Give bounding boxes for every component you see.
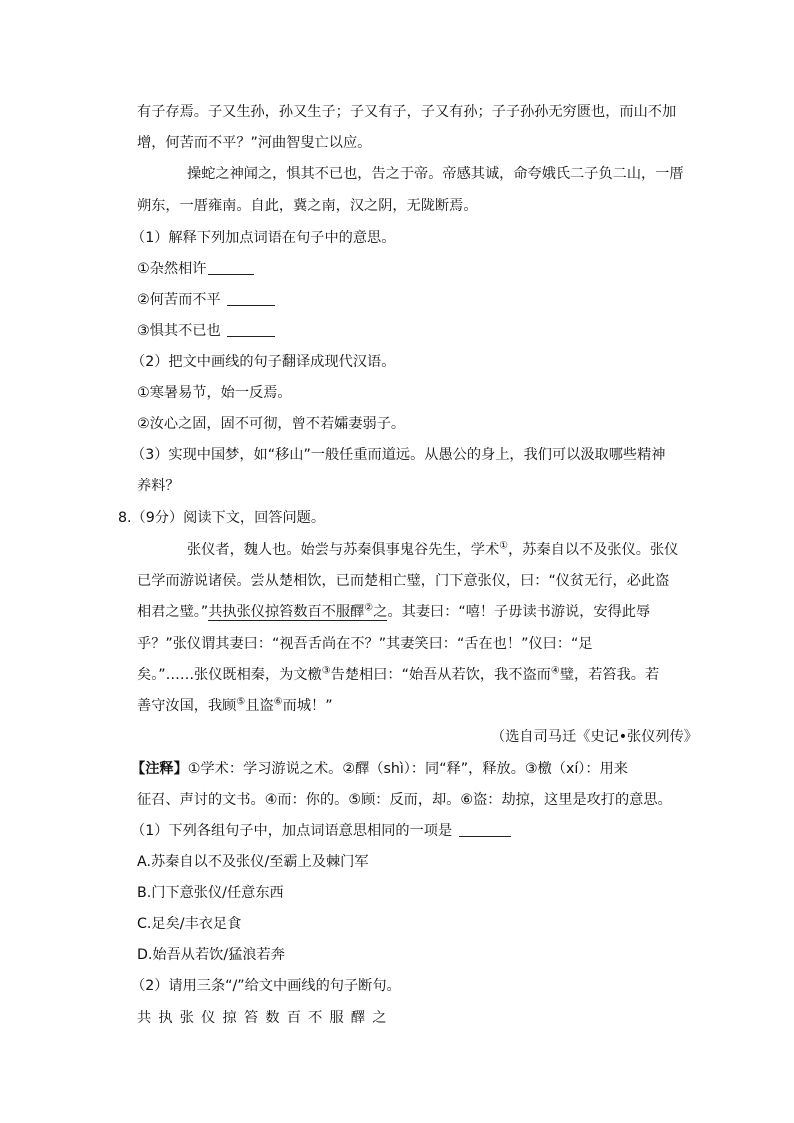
- notes-text: [131, 757, 628, 781]
- q7-item-1: [0, 257, 794, 281]
- sub-question-text: [131, 819, 511, 843]
- footnote-marker: ⑥: [273, 696, 283, 708]
- footnote-marker: ④: [550, 665, 560, 677]
- footnote-marker: ①: [499, 540, 509, 552]
- passage-segment: 而城！”: [282, 698, 333, 714]
- passage-segment: 。其妻曰：“嘻！子毋读书游说，安得此辱: [387, 604, 651, 620]
- source-citation-line: [0, 725, 794, 749]
- notes-line: [0, 788, 794, 812]
- spaced-sentence-line: [0, 1006, 794, 1030]
- item-label: ②何苦而不平: [137, 292, 221, 308]
- option-d: [0, 943, 794, 967]
- passage-line: [0, 131, 794, 155]
- underlined-sentence: [208, 604, 387, 621]
- passage-text: 有子存焉。子又生孙，孙又生子；子又有子，子又有孙；子子孙孙无穷匮也，而山不加: [137, 104, 677, 120]
- passage-line: [0, 694, 794, 718]
- passage-line: [0, 600, 794, 624]
- passage-segment: 告楚相曰：“始吾从若饮，我不盗而: [330, 667, 551, 683]
- q7-item-2: [0, 288, 794, 312]
- q7-item-4: [0, 381, 794, 405]
- q7-item-3: [0, 319, 794, 343]
- passage-text: 操蛇之神闻之，惧其不已也，告之于帝。帝感其诚，命夸娥氏二子负二山，一厝: [187, 166, 684, 182]
- question-8-sub-2: [0, 974, 794, 998]
- passage-segment: ，苏秦自以不及张仪。张仪: [508, 542, 679, 558]
- passage-segment: 且盗: [245, 698, 274, 714]
- answer-blank[interactable]: [208, 260, 254, 275]
- sub-question-text: （2）请用三条“/”给文中画线的句子断句。: [131, 978, 401, 994]
- answer-blank[interactable]: [459, 822, 511, 837]
- passage-segment: 璧，若笞我。若: [559, 667, 660, 683]
- passage-text: 乎？”张仪谓其妻曰：“视吾舌尚在不？”其妻笑曰：“舌在也！”仪曰：“足: [137, 636, 593, 652]
- item-label: ③惧其不已也: [137, 323, 221, 339]
- passage-text: [137, 600, 650, 624]
- passage-line: [0, 569, 794, 593]
- sub-question-text: （1）解释下列加点词语在句子中的意思。: [131, 230, 396, 246]
- passage-line: [0, 632, 794, 656]
- item-text: [137, 257, 254, 281]
- passage-segment: 张仪者，魏人也。始尝与苏秦俱事鬼谷先生，学术: [187, 542, 500, 558]
- passage-segment: 善守汝国，我顾: [137, 698, 237, 714]
- question-8-heading: [0, 506, 794, 530]
- q7-item-5: [0, 412, 794, 436]
- notes-content: ①学术：学习游说之术。②醳（shì）：同“释”，释放。③檄（xí）：用来: [187, 761, 628, 777]
- item-label: ①杂然相许: [137, 261, 207, 277]
- notes-label: 【注释】: [131, 761, 188, 777]
- footnote-marker: ②: [364, 602, 374, 614]
- spaced-sentence: 共执张仪掠笞数百不服醳之: [137, 1010, 394, 1026]
- question-7-sub-2: [0, 350, 794, 374]
- passage-line: [0, 538, 794, 562]
- underlined-text: 共执张仪掠笞数百不服醳: [208, 604, 365, 620]
- item-text: [137, 288, 275, 312]
- answer-blank[interactable]: [227, 291, 275, 306]
- question-8-sub-1: [0, 819, 794, 843]
- passage-text: [137, 663, 659, 687]
- question-7-sub-3: [0, 443, 794, 467]
- sub-question-text: （3）实现中国梦，如“移山”一般任重而道远。从愚公的身上，我们可以汲取哪些精神: [131, 447, 666, 463]
- source-citation: （选自司马迁《史记•张仪列传》: [491, 729, 698, 745]
- option-b: [0, 881, 794, 905]
- passage-line: [0, 162, 794, 186]
- passage-line: [0, 100, 794, 124]
- option-a: [0, 850, 794, 874]
- question-heading-text: 8.（9分）阅读下文，回答问题。: [118, 510, 326, 526]
- passage-text: 已学而游说诸侯。尝从楚相饮，已而楚相亡璧，门下意张仪，曰：“仪贫无行，必此盗: [137, 573, 670, 589]
- question-7-sub-1: [0, 226, 794, 250]
- sub-question-text: 养料？: [137, 478, 180, 494]
- option-text: C.足矣/丰衣足食: [137, 916, 242, 932]
- passage-line: [0, 194, 794, 218]
- item-text: ②汝心之固，固不可彻，曾不若孀妻弱子。: [137, 416, 406, 432]
- option-text: B.门下意张仪/任意东西: [137, 885, 284, 901]
- item-text: [137, 319, 275, 343]
- footnote-marker: ⑤: [236, 696, 246, 708]
- footnote-marker: ③: [321, 665, 331, 677]
- notes-line: [0, 757, 794, 781]
- passage-text: [187, 538, 678, 562]
- passage-segment: 相君之璧。”: [137, 604, 209, 620]
- notes-content: 征召、声讨的文书。④而：你的。⑤顾：反而，却。⑥盗：劫掠，这里是攻打的意思。: [137, 792, 672, 808]
- passage-segment: 矣。”……张仪既相秦，为文檄: [137, 667, 322, 683]
- option-text: A.苏秦自以不及张仪/至霸上及棘门军: [137, 854, 369, 870]
- answer-blank[interactable]: [227, 322, 275, 337]
- question-7-sub-3-cont: [0, 474, 794, 498]
- sub-question-text: （2）把文中画线的句子翻译成现代汉语。: [131, 354, 396, 370]
- item-text: ①寒暑易节，始一反焉。: [137, 385, 292, 401]
- passage-text: 朔东，一厝雍南。自此，冀之南，汉之阴，无陇断焉。: [137, 198, 478, 214]
- underlined-text: 之: [373, 604, 388, 620]
- passage-line: [0, 663, 794, 687]
- passage-text: [137, 694, 333, 718]
- passage-text: 增，何苦而不平？”河曲智叟亡以应。: [137, 135, 372, 151]
- option-text: D.始吾从若饮/猛浪若奔: [137, 947, 285, 963]
- sub-question-label: （1）下列各组句子中，加点词语意思相同的一项是: [131, 823, 453, 839]
- option-c: [0, 912, 794, 936]
